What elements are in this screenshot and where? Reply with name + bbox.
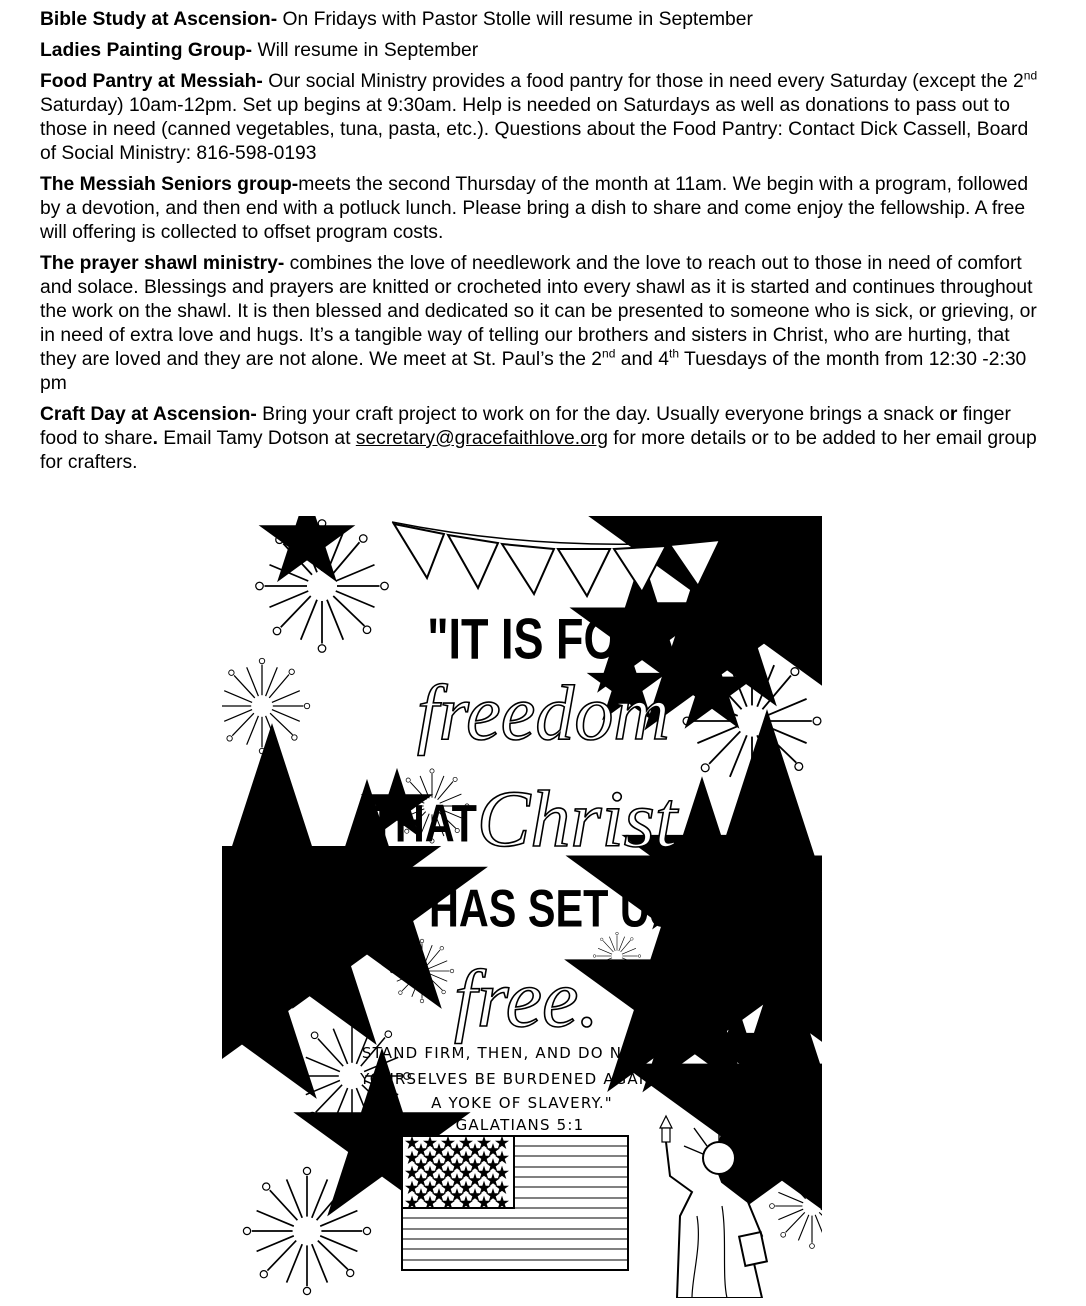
flag-star (481, 1155, 487, 1160)
flag-star (445, 1155, 451, 1160)
flag-star (454, 1193, 460, 1198)
flag-star (418, 1178, 424, 1183)
email-link[interactable]: secretary@gracefaithlove.org (355, 428, 608, 449)
coloring-page-poster (222, 516, 822, 1298)
flag-star (436, 1148, 442, 1153)
food-pantry-heading: Food Pantry at Messiah- (40, 71, 263, 92)
flag-star (436, 1178, 442, 1183)
flag-star (409, 1185, 415, 1190)
flag-star (490, 1178, 496, 1183)
flag-star (481, 1140, 487, 1145)
flag-star (418, 1193, 424, 1198)
flag-star (409, 1170, 415, 1175)
bible-study-heading: Bible Study at Ascension- (40, 9, 278, 30)
flag-star (472, 1193, 478, 1198)
poster-line-5: free. (454, 953, 599, 1044)
seniors-paragraph: The Messiah Seniors group-meets the second Thursday of the month at 11am. We begin with a program, followed by a devotion, and then end with a potluck lunch. Please bring a dish to share and come enjoy the fellowship. A free will offering is collected to offset program costs. (40, 174, 1029, 243)
flag-star (409, 1200, 415, 1205)
poster-line-4: HAS SET US (429, 879, 678, 939)
food-pantry-paragraph: Food Pantry at Messiah- Our social Ministry provides a food pantry for those in need every Saturday (except the 2nd Saturday) 10am-12pm. Set up begins at 9:30am. Help is needed on Saturdays as well as donations to pass out to those in need (canned vegetables, tuna, pasta, etc.). Questions about the Food Pantry: Contact Dick Cassell, Board of Social Ministry: 816-598-0193 (40, 68, 1038, 164)
ladies-painting-heading: Ladies Painting Group- (40, 40, 253, 61)
flag-star (481, 1185, 487, 1190)
flag-star (436, 1163, 442, 1168)
flag-star (427, 1185, 433, 1190)
prayer-shawl-paragraph: The prayer shawl ministry- combines the love of needlework and the love to reach out to those in need of comfort and solace. Blessings and prayers are knitted or crocheted into every shawl as it is started and continues throughout the work on the shawl. It is then blessed and dedicated so it can be presented to someone who is sick, or grieving, or in need of extra love and hugs. It’s a tangible way of telling our brothers and sisters in Christ, who are hurting, that they are loved and they are not alone. We meet at St. Paul’s the 2nd and 4th Tuesdays of the month from 12:30 -2:30 pm (40, 253, 1037, 394)
flag-star (499, 1140, 505, 1145)
flag-star (499, 1200, 505, 1205)
flag-star (418, 1148, 424, 1153)
flag-star (463, 1185, 469, 1190)
flag-star (445, 1170, 451, 1175)
flag-star (490, 1163, 496, 1168)
flag-star (499, 1155, 505, 1160)
verse-reference: GALATIANS 5:1 (455, 1116, 585, 1134)
flag-star (427, 1170, 433, 1175)
flag-star (463, 1170, 469, 1175)
flag-star (454, 1148, 460, 1153)
prayer-shawl-heading: The prayer shawl ministry- (40, 253, 285, 274)
flag-star (427, 1155, 433, 1160)
craft-day-heading: Craft Day at Ascension- (40, 404, 257, 425)
poster-line-1: "IT IS FOR (427, 606, 651, 671)
flag-star (499, 1170, 505, 1175)
seniors-heading: The Messiah Seniors group- (40, 174, 299, 195)
verse-line-2: YOURSELVES BE BURDENED AGAIN BY (360, 1070, 684, 1088)
bulletin-text (40, 8, 1040, 482)
flag-star (472, 1148, 478, 1153)
poster-line-2: freedom (417, 669, 670, 756)
ladies-painting-paragraph: Ladies Painting Group- Will resume in September (40, 40, 479, 61)
flag-star (490, 1193, 496, 1198)
flag-star (427, 1200, 433, 1205)
verse-line-1: STAND FIRM, THEN, AND DO NOT LET (361, 1044, 683, 1062)
flag-star (427, 1140, 433, 1145)
flag-star (490, 1148, 496, 1153)
flag-icon (402, 1136, 628, 1270)
flag-star (463, 1140, 469, 1145)
flag-star (445, 1185, 451, 1190)
flag-star (463, 1200, 469, 1205)
flag-star (472, 1163, 478, 1168)
flag-star (409, 1155, 415, 1160)
poster-line-3b: Christ (477, 776, 678, 864)
flag-star (409, 1140, 415, 1145)
flag-star (445, 1140, 451, 1145)
verse-line-3: A YOKE OF SLAVERY." (431, 1094, 613, 1112)
flag-star (445, 1200, 451, 1205)
flag-star (481, 1200, 487, 1205)
flag-star (499, 1185, 505, 1190)
craft-day-paragraph: Craft Day at Ascension- Bring your craft project to work on for the day. Usually everyone brings a snack or finger food to share. Email Tamy Dotson at secretary@gracefaithlove.org for more details or to be added to her email group for crafters. (40, 404, 1037, 473)
flag-star (463, 1155, 469, 1160)
flag-star (454, 1163, 460, 1168)
flag-star (418, 1163, 424, 1168)
flag-star (436, 1193, 442, 1198)
poster-line-3a: THAT (369, 794, 477, 854)
flag-star (472, 1178, 478, 1183)
flag-star (481, 1170, 487, 1175)
flag-star (454, 1178, 460, 1183)
bible-study-paragraph: Bible Study at Ascension- On Fridays with Pastor Stolle will resume in September (40, 9, 753, 30)
